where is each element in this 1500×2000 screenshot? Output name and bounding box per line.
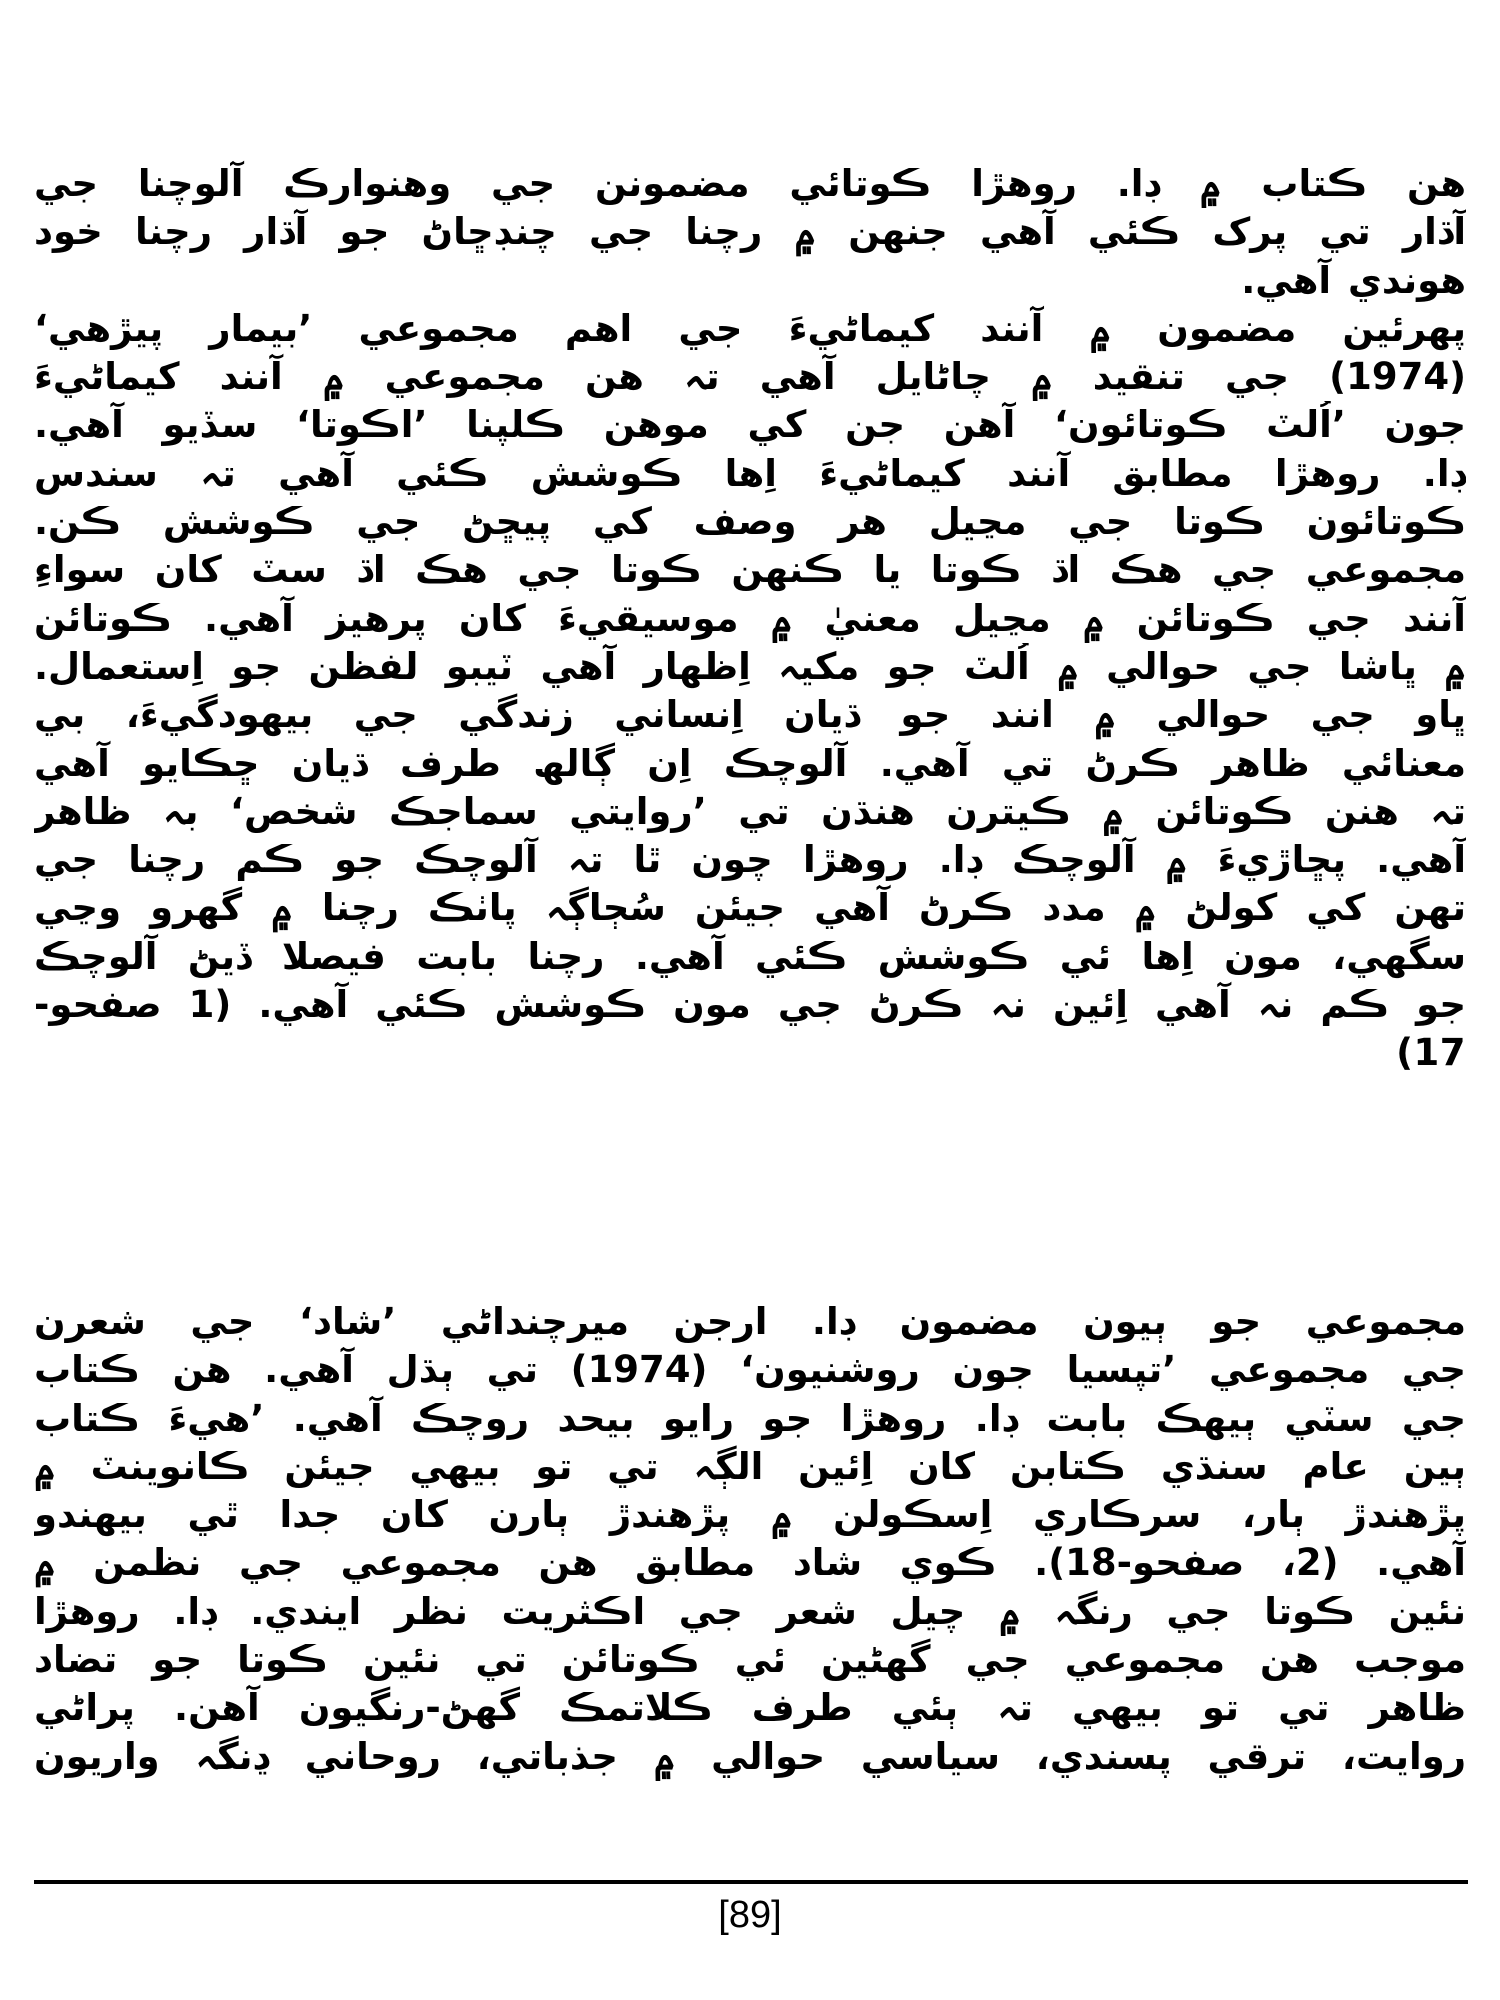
text-line: آھي. پڇاڙيءَ ۾ آلوچڪ ڊا. روھڙا چون ٿا تہ آلوچڪ جو ڪم رچنا جي [34, 838, 1466, 882]
text-line: تھن کي کولڻ ۾ مدد ڪرڻ آھي جيئن سُڄاڳہ پاٺڪ رچنا ۾ گھرو وڃي [34, 886, 1466, 930]
text-line: پھرئين مضمون ۾ آنند کيماڻيءَ جي اھم مجموعي ’بيمار پيڙھي‘ [34, 306, 1466, 350]
text-line: آھي. (2، صفحو-18). ڪوي شاد مطابق ھن مجموعي جي نظمن ۾ [34, 1541, 1466, 1585]
text-line: روايت، ترقي پسندي، سياسي حوالي ۾ جذباتي، روحاني ڍنگہ واريون [34, 1734, 1466, 1778]
text-line: پڙھندڙ ٻار، سرڪاري اِسڪولن ۾ پڙھندڙ ٻارن کان جدا ٿي بيھندو [34, 1493, 1466, 1537]
text-line: معنائي ظاھر ڪرڻ تي آھي. آلوچڪ اِن ڳالھ طرف ڌيان ڇڪايو آھي [34, 741, 1466, 785]
text-line: آنند جي ڪوتائن ۾ مڃيل معنيٰ ۾ موسيقيءَ کان پرھيز آھي. ڪوتائن [34, 596, 1466, 640]
text-line: (1974) جي تنقيد ۾ چاڻايل آھي تہ ھن مجموعي ۾ آنند کيماڻيءَ [34, 355, 1466, 399]
text-line: تہ ھنن ڪوتائن ۾ ڪيترن ھنڌن تي ’روايتي سماجڪ شخص‘ بہ ظاھر [34, 789, 1466, 833]
text-line: ھوندي آھي. [1241, 258, 1466, 302]
text-line: ھن ڪتاب ۾ ڊا. روھڙا ڪوتائي مضمونن جي وھنوارڪ آلوچنا جي [34, 162, 1466, 205]
text-line: سگھي، مون اِھا ئي ڪوشش ڪئي آھي. رچنا بابت فيصلا ڏيڻ آلوچڪ [34, 934, 1466, 978]
text-line: ڪوتائون ڪوتا جي مڃيل ھر وصف کي پيڇڻ جي ڪوشش ڪن. [34, 500, 1466, 544]
text-line: مجموعي جو ٻيون مضمون ڊا. ارجن ميرچنداڻي ’شاد‘ جي شعرن [34, 1300, 1466, 1343]
text-line: جو ڪم نہ آھي اِئين نہ ڪرڻ جي مون ڪوشش ڪئي آھي. (1 صفحو- [34, 983, 1466, 1027]
text-line: موجب ھن مجموعي جي گھڻين ئي ڪوتائن تي نئين ڪوتا جو تضاد [34, 1638, 1466, 1682]
text-line: نئين ڪوتا جي رنگہ ۾ چيل شعر جي اڪثريت نظر ايندي. ڊا. روھڙا [34, 1589, 1466, 1633]
text-line: ٻين عام سنڌي ڪتابن کان اِئين الڳہ تي تو بيھي جيئن ڪانوينٽ ۾ [34, 1444, 1466, 1488]
footer-divider [34, 1880, 1468, 1884]
paragraph-1 [34, 160, 1466, 1078]
text-line: مجموعي جي ھڪ اڌ ڪوتا يا ڪنھن ڪوتا جي ھڪ اڌ سٽ کان سواءِ [34, 548, 1466, 592]
text-line: ۾ ڀاشا جي حوالي ۾ اُلٽ جو مکيہ اِظھار آھي ٽيبو لفظن جو اِستعمال. [34, 644, 1466, 688]
paragraph-2 [34, 1298, 1466, 1781]
text-line: جي مجموعي ’تپسيا جون روشنيون‘ (1974) تي ٻڌل آھي. ھن ڪتاب [34, 1348, 1466, 1392]
text-line: ڊا. روھڙا مطابق آنند کيماڻيءَ اِھا ڪوشش ڪئي آھي تہ سندس [34, 451, 1466, 495]
page-number: [89] [718, 1894, 782, 1936]
text-line: ظاھر تي تو بيھي تہ ٻئي طرف ڪلاتمڪ گھڻ-رنگيون آھن. پراڻي [34, 1686, 1466, 1730]
text-line: 17) [1396, 1031, 1466, 1075]
text-line: آڌار تي پرک ڪئي آھي جنھن ۾ رچنا جي چنڊڇاڻ جو آڌار رچنا خود [34, 210, 1466, 254]
text-line: جون ’اُلٽ ڪوتائون‘ آھن جن کي موھن ڪلپنا ’اڪوتا‘ سڏيو آھي. [34, 403, 1466, 447]
text-line: ڀاو جي حوالي ۾ انند جو ڌيان اِنساني زندگي جي بيھودگيءَ، بي [34, 693, 1466, 737]
text-line: جي سٽي ٻيھڪ بابت ڊا. روھڙا جو رايو بيحد روچڪ آھي. ’ھيءَ ڪتاب [34, 1396, 1466, 1440]
